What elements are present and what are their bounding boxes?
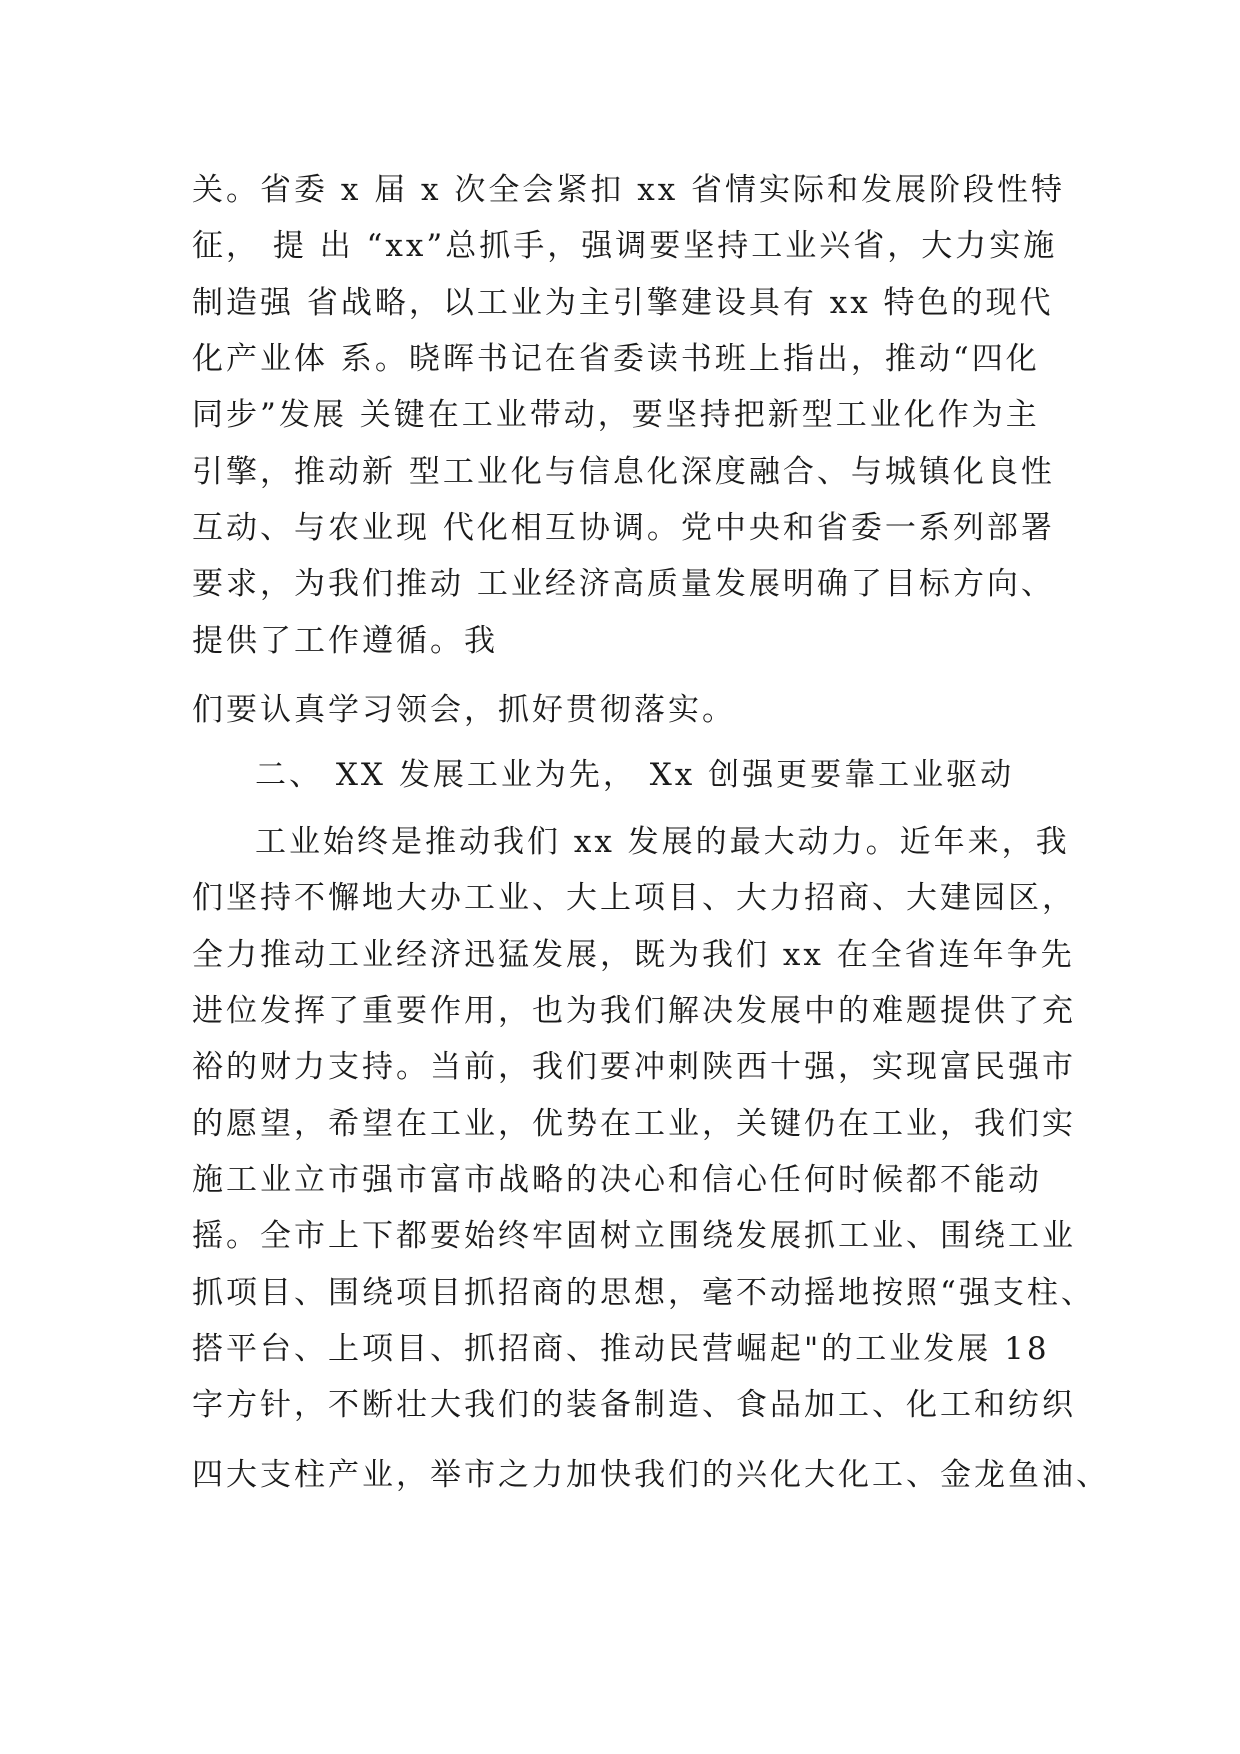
text-line: 字方针，不断壮大我们的装备制造、食品加工、化工和纺织 — [192, 1387, 1076, 1423]
text-line: 同步”发展 关键在工业带动，要坚持把新型工业化作为主 — [192, 397, 1040, 433]
text-line: 施工业立市强市富市战略的决心和信心任何时候都不能动 — [192, 1162, 1042, 1198]
text-line: 搭平台、上项目、抓招商、推动民营崛起"的工业发展 18 — [192, 1331, 1050, 1367]
text-line: 们坚持不懈地大办工业、大上项目、大力招商、大建园区， — [192, 880, 1076, 916]
text-line: 制造强 省战略，以工业为主引擎建设具有 xx 特色的现代 — [192, 285, 1054, 321]
text-line: 们要认真学习领会，抓好贯彻落实。 — [192, 692, 736, 728]
text-line: 关。省委 x 届 x 次全会紧扣 xx 省情实际和发展阶段性特 — [192, 172, 1066, 208]
text-line: 互动、与农业现 代化相互协调。党中央和省委一系列部署 — [192, 510, 1055, 546]
text-line: 抓项目、围绕项目抓招商的思想，毫不动摇地按照“强支柱、 — [192, 1275, 1095, 1311]
text-line: 引擎，推动新 型工业化与信息化深度融合、与城镇化良性 — [192, 454, 1055, 490]
text-line: 裕的财力支持。当前，我们要冲刺陕西十强，实现富民强市 — [192, 1049, 1076, 1085]
text-line: 的愿望，希望在工业，优势在工业，关键仍在工业，我们实 — [192, 1106, 1076, 1142]
text-line: 征， 提 出 “xx”总抓手，强调要坚持工业兴省，大力实施 — [192, 228, 1058, 264]
section-heading: 二、 XX 发展工业为先， Xx 创强更要靠工业驱动 — [255, 757, 1015, 793]
paragraph-first-line: 工业始终是推动我们 xx 发展的最大动力。近年来，我 — [255, 824, 1070, 860]
text-line: 化产业体 系。晓晖书记在省委读书班上指出，推动“四化 — [192, 341, 1040, 377]
text-line: 提供了工作遵循。我 — [192, 623, 498, 659]
text-line: 进位发挥了重要作用，也为我们解决发展中的难题提供了充 — [192, 993, 1076, 1029]
text-line: 全力推动工业经济迅猛发展，既为我们 xx 在全省连年争先 — [192, 937, 1075, 973]
text-line: 摇。全市上下都要始终牢固树立围绕发展抓工业、围绕工业 — [192, 1218, 1076, 1254]
text-line: 要求，为我们推动 工业经济高质量发展明确了目标方向、 — [192, 566, 1055, 602]
text-line: 四大支柱产业，举市之力加快我们的兴化大化工、金龙鱼油、 — [192, 1457, 1110, 1493]
